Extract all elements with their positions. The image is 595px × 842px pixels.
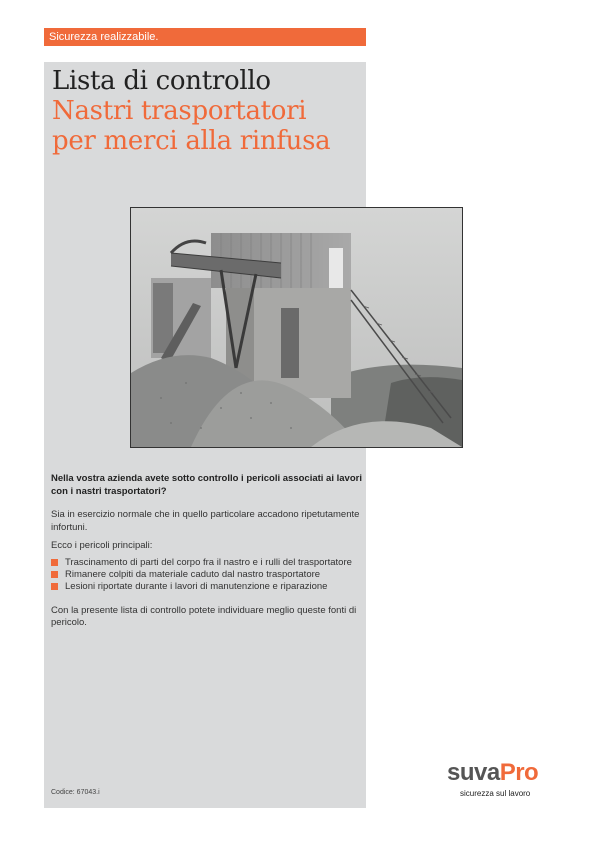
conveyor-plant-photo bbox=[130, 207, 463, 448]
conveyor-belt-plant-illustration bbox=[131, 208, 462, 447]
intro-text: Sia in esercizio normale che in quello particolare accadono ripetutamente infortuni. bbox=[51, 509, 360, 533]
hazard-text: Rimanere colpiti da materiale caduto dal nastro trasportatore bbox=[65, 568, 321, 580]
logo-tagline: sicurezza sul lavoro bbox=[460, 789, 531, 798]
tagline-bar: Sicurezza realizzabile. bbox=[44, 28, 366, 46]
list-item bbox=[51, 557, 366, 569]
bullet-square-icon bbox=[51, 559, 58, 566]
list-item bbox=[51, 569, 366, 581]
bullet-square-icon bbox=[51, 571, 58, 578]
logo-wordmark bbox=[447, 760, 557, 786]
hazard-text: Lesioni riportate durante i lavori di manutenzione e riparazione bbox=[65, 580, 328, 592]
logo-suva: suva bbox=[447, 759, 500, 786]
logo-pro: Pro bbox=[499, 759, 539, 786]
suvapro-logo bbox=[447, 760, 557, 798]
list-item bbox=[51, 581, 366, 593]
hazards-list bbox=[51, 557, 366, 593]
body-content bbox=[51, 473, 366, 630]
hazard-text: Trascinamento di parti del corpo fra il nastro e i rulli del trasportatore bbox=[65, 556, 352, 568]
bullet-square-icon bbox=[51, 583, 58, 590]
hazards-heading: Ecco i pericoli principali: bbox=[51, 540, 153, 551]
title-line-1: Lista di controllo bbox=[52, 66, 271, 96]
title-line-2: Nastri trasportatori bbox=[52, 96, 307, 126]
lead-question: Nella vostra azienda avete sotto controllo i pericoli associati ai lavori con i nastri trasportatori? bbox=[51, 473, 362, 497]
title-line-3: per merci alla rinfusa bbox=[52, 126, 331, 156]
document-title bbox=[52, 66, 372, 156]
closing-text: Con la presente lista di controllo potete individuare meglio queste fonti di pericolo. bbox=[51, 604, 357, 628]
document-code: Codice: 67043.i bbox=[51, 789, 100, 796]
